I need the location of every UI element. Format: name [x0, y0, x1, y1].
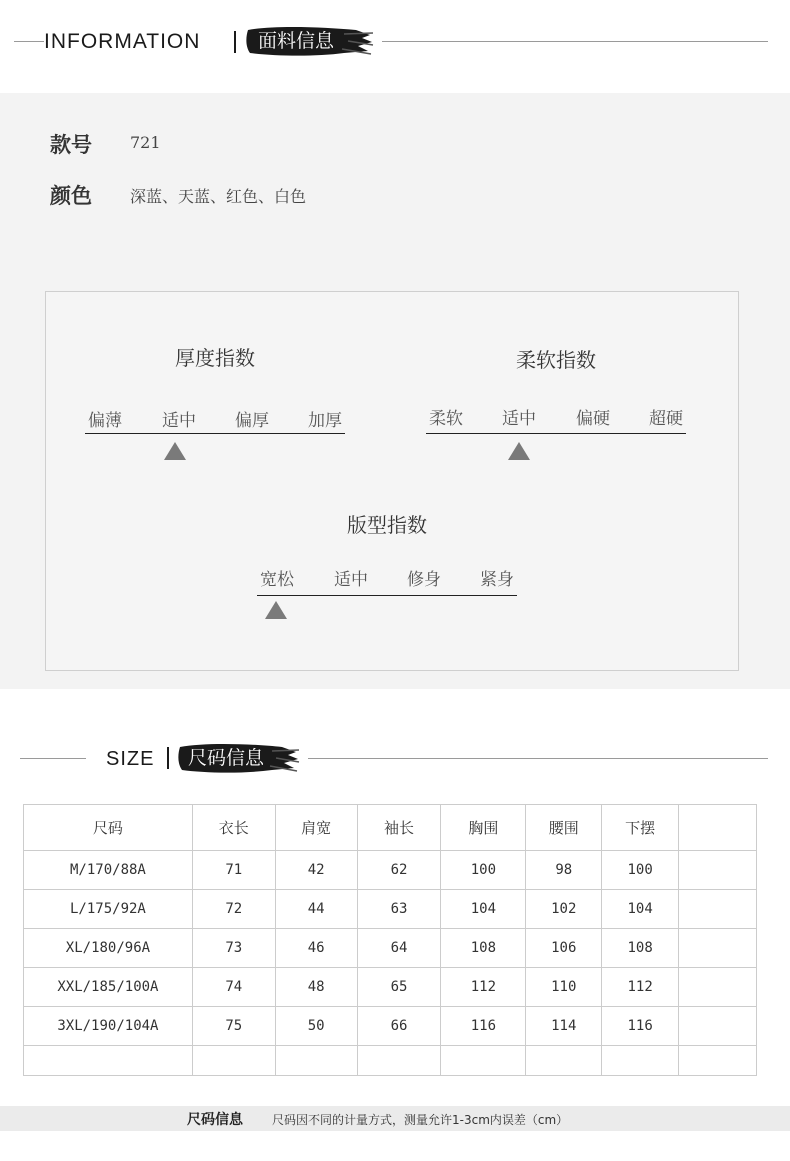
table-cell: 98 — [526, 851, 602, 890]
softness-option: 偏硬 — [576, 409, 610, 429]
fit-option: 适中 — [334, 570, 368, 590]
size-rule-right — [308, 758, 768, 759]
fit-marker-icon — [265, 601, 287, 619]
softness-index — [426, 344, 686, 474]
detail-value: 深蓝、天蓝、红色、白色 — [130, 187, 307, 206]
table-cell: 73 — [192, 929, 275, 968]
fit-option: 紧身 — [480, 570, 514, 590]
softness-option: 适中 — [502, 409, 536, 429]
table-cell — [679, 929, 757, 968]
size-divider — [167, 747, 169, 769]
size-title: SIZE — [106, 748, 155, 770]
thickness-index-title: 厚度指数 — [175, 346, 255, 370]
table-cell: 3XL/190/104A — [24, 1007, 193, 1046]
table-row — [24, 1007, 757, 1046]
table-cell: 110 — [526, 968, 602, 1007]
table-cell: 116 — [602, 1007, 679, 1046]
table-cell — [526, 1046, 602, 1076]
softness-option: 超硬 — [649, 409, 683, 429]
table-cell: 71 — [192, 851, 275, 890]
column-header: 袖长 — [357, 805, 441, 851]
table-cell — [275, 1046, 357, 1076]
table-cell: 112 — [441, 968, 526, 1007]
table-cell — [602, 1046, 679, 1076]
table-cell: 102 — [526, 890, 602, 929]
table-cell: L/175/92A — [24, 890, 193, 929]
softness-scale-line — [426, 433, 686, 434]
table-row — [24, 890, 757, 929]
table-row — [24, 929, 757, 968]
table-cell — [192, 1046, 275, 1076]
table-cell: 112 — [602, 968, 679, 1007]
table-cell: 65 — [357, 968, 441, 1007]
size-note-bar — [0, 1106, 790, 1131]
table-cell: 116 — [441, 1007, 526, 1046]
table-cell — [679, 1007, 757, 1046]
table-cell — [441, 1046, 526, 1076]
table-cell — [679, 851, 757, 890]
table-cell — [679, 968, 757, 1007]
table-cell: 72 — [192, 890, 275, 929]
table-cell: 63 — [357, 890, 441, 929]
table-header-row — [24, 805, 757, 851]
column-header: 腰围 — [526, 805, 602, 851]
softness-marker-icon — [508, 442, 530, 460]
table-cell: 64 — [357, 929, 441, 968]
table-cell: 66 — [357, 1007, 441, 1046]
table-cell: 42 — [275, 851, 357, 890]
thickness-option: 适中 — [162, 411, 196, 431]
fabric-index-box — [45, 291, 739, 671]
table-cell: 74 — [192, 968, 275, 1007]
size-note-label: 尺码信息 — [187, 1112, 243, 1128]
size-table — [23, 804, 757, 1076]
table-cell: 44 — [275, 890, 357, 929]
information-title: INFORMATION — [44, 30, 201, 53]
header-rule-left — [14, 41, 44, 42]
column-header: 肩宽 — [275, 805, 357, 851]
information-header — [0, 22, 790, 62]
fit-option: 修身 — [407, 570, 441, 590]
fabric-info-panel — [0, 93, 790, 689]
detail-key: 颜色 — [50, 184, 92, 208]
table-cell: 108 — [441, 929, 526, 968]
table-row-empty — [24, 1046, 757, 1076]
table-cell: 104 — [441, 890, 526, 929]
table-cell: XXL/185/100A — [24, 968, 193, 1007]
brush-label-information — [244, 24, 374, 58]
column-header: 衣长 — [192, 805, 275, 851]
softness-option: 柔软 — [429, 409, 463, 429]
table-cell: 48 — [275, 968, 357, 1007]
brush-label-size — [176, 741, 300, 775]
size-rule-left — [20, 758, 86, 759]
table-cell: 100 — [602, 851, 679, 890]
table-cell: 46 — [275, 929, 357, 968]
thickness-option: 偏薄 — [88, 411, 122, 431]
table-cell — [679, 1046, 757, 1076]
column-header: 下摆 — [602, 805, 679, 851]
header-rule-right — [382, 41, 768, 42]
table-cell: 75 — [192, 1007, 275, 1046]
fit-scale-line — [257, 595, 517, 596]
table-cell — [24, 1046, 193, 1076]
table-row — [24, 851, 757, 890]
table-cell: 62 — [357, 851, 441, 890]
table-cell — [679, 890, 757, 929]
thickness-option: 加厚 — [308, 411, 342, 431]
size-note-text: 尺码因不同的计量方式，测量允许1-3cm内误差（cm） — [272, 1113, 569, 1127]
table-cell: 104 — [602, 890, 679, 929]
thickness-option: 偏厚 — [235, 411, 269, 431]
fit-index — [257, 509, 517, 639]
thickness-index — [85, 342, 345, 472]
table-cell: 114 — [526, 1007, 602, 1046]
fit-option: 宽松 — [260, 570, 294, 590]
thickness-scale-line — [85, 433, 345, 434]
thickness-marker-icon — [164, 442, 186, 460]
table-cell: 106 — [526, 929, 602, 968]
size-cn-title: 尺码信息 — [188, 747, 265, 769]
table-cell: M/170/88A — [24, 851, 193, 890]
fit-index-title: 版型指数 — [347, 513, 427, 537]
column-header: 胸围 — [441, 805, 526, 851]
information-cn-title: 面料信息 — [258, 30, 335, 52]
table-cell: 50 — [275, 1007, 357, 1046]
column-header — [679, 805, 757, 851]
column-header: 尺码 — [24, 805, 193, 851]
size-header — [0, 739, 790, 779]
table-cell: XL/180/96A — [24, 929, 193, 968]
detail-value: 721 — [130, 133, 161, 152]
table-cell: 100 — [441, 851, 526, 890]
softness-index-title: 柔软指数 — [516, 348, 596, 372]
detail-key: 款号 — [50, 133, 92, 157]
table-row — [24, 968, 757, 1007]
table-cell: 108 — [602, 929, 679, 968]
table-cell — [357, 1046, 441, 1076]
header-divider — [234, 31, 236, 53]
